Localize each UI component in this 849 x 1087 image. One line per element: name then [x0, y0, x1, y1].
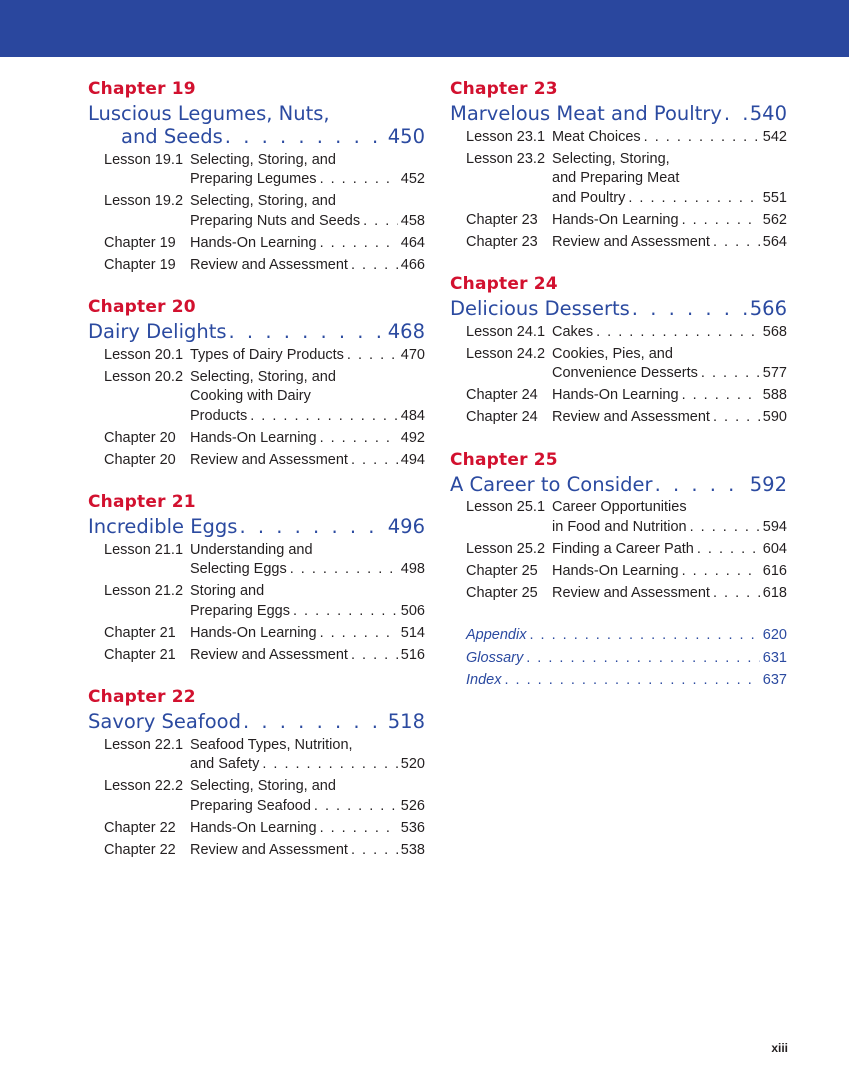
dot-leader — [713, 584, 760, 604]
back-matter-entry[interactable] — [466, 649, 787, 669]
dot-leader — [644, 128, 760, 148]
dot-leader — [262, 755, 397, 775]
entry-title: Types of Dairy Products — [190, 346, 344, 363]
entry-title: Storing and — [190, 583, 265, 599]
chapter-title[interactable] — [88, 710, 425, 733]
chapter-title-text: Dairy Delights — [88, 320, 227, 343]
entry-label: Lesson 21.1 — [104, 541, 184, 558]
dot-leader — [351, 256, 398, 276]
toc-entry[interactable] — [450, 150, 787, 209]
entry-label: Chapter 25 — [466, 562, 538, 579]
entry-label: Lesson 19.1 — [104, 151, 184, 168]
dot-leader — [290, 560, 398, 580]
toc-entry[interactable] — [88, 192, 425, 231]
chapter-block — [450, 273, 787, 428]
chapter-block — [88, 686, 425, 860]
back-matter-title: Glossary — [466, 649, 524, 666]
entry-label: Chapter 21 — [104, 624, 176, 641]
entry-page: 590 — [762, 409, 787, 425]
entry-page: 514 — [400, 624, 425, 641]
dot-leader — [243, 710, 386, 733]
entry-title: Cookies, Pies, and — [552, 345, 673, 362]
entry-page: 618 — [762, 584, 787, 601]
entry-label: Chapter 19 — [104, 256, 176, 273]
dot-leader — [320, 170, 398, 190]
entry-title: Finding a Career Path — [552, 540, 694, 557]
chapter-label: Chapter 20 — [88, 297, 196, 317]
entry-label: Lesson 25.2 — [466, 540, 546, 557]
entry-label: Lesson 22.1 — [104, 736, 184, 753]
dot-leader — [701, 364, 760, 384]
chapter-title-text: Delicious Desserts — [450, 297, 630, 320]
entry-title: Hands-On Learning — [552, 387, 679, 403]
dot-leader — [320, 819, 398, 839]
entry-title: Review and Assessment — [190, 451, 348, 468]
entry-label: Chapter 20 — [104, 429, 176, 446]
toc-entry[interactable] — [88, 646, 425, 666]
entry-title: Review and Assessment — [552, 409, 710, 425]
entry-title: Selecting, Storing, and — [190, 778, 336, 794]
toc-entry[interactable] — [450, 584, 787, 604]
entry-page: 604 — [762, 540, 787, 557]
chapter-title-text: Luscious Legumes, Nuts, — [88, 102, 330, 125]
chapter-title[interactable] — [88, 515, 425, 538]
dot-leader — [713, 408, 760, 428]
toc-entry[interactable] — [88, 451, 425, 471]
back-matter-entry[interactable] — [466, 626, 787, 646]
dot-leader — [682, 211, 760, 231]
chapter-page: 518 — [387, 710, 425, 733]
chapter-page: 496 — [387, 515, 425, 538]
entry-title: Review and Assessment — [190, 256, 348, 273]
entry-page: 484 — [400, 407, 425, 424]
dot-leader — [320, 234, 398, 254]
entry-title: Selecting, Storing, — [552, 150, 670, 167]
chapter-block — [88, 78, 425, 275]
chapter-label: Chapter 19 — [88, 79, 196, 99]
entry-title: Hands-On Learning — [552, 211, 679, 228]
entry-title: Convenience Desserts — [552, 365, 698, 381]
dot-leader — [314, 797, 398, 817]
entry-title: Seafood Types, Nutrition, — [190, 736, 353, 753]
toc-entry[interactable] — [88, 541, 425, 580]
dot-leader — [351, 841, 398, 861]
dot-leader — [596, 323, 760, 343]
entry-label: Lesson 25.1 — [466, 499, 546, 515]
chapter-label: Chapter 23 — [450, 79, 558, 99]
entry-page: 492 — [400, 429, 425, 446]
entry-page: 542 — [762, 128, 787, 145]
entry-page: 494 — [400, 451, 425, 468]
back-matter-entry[interactable] — [466, 671, 787, 691]
entry-title: Understanding and — [190, 541, 313, 558]
toc-entry[interactable] — [88, 429, 425, 449]
entry-label: Chapter 20 — [104, 451, 176, 468]
dot-leader — [351, 646, 398, 666]
toc-entry[interactable] — [88, 841, 425, 861]
entry-label: Lesson 24.1 — [466, 323, 546, 340]
entry-page: 577 — [762, 365, 787, 381]
entry-page: 551 — [762, 189, 787, 206]
entry-label: Lesson 19.2 — [104, 193, 184, 209]
toc-entry[interactable] — [88, 151, 425, 190]
chapter-title-text: Savory Seafood — [88, 710, 241, 733]
chapter-title[interactable] — [88, 320, 425, 343]
entry-title: Hands-On Learning — [190, 234, 317, 251]
entry-label: Chapter 24 — [466, 409, 538, 425]
entry-page: 538 — [400, 841, 425, 858]
entry-title: Meat Choices — [552, 128, 641, 145]
entry-page: 464 — [400, 234, 425, 251]
back-matter — [450, 626, 787, 691]
dot-leader — [363, 212, 398, 232]
toc-entry[interactable] — [88, 819, 425, 839]
entry-title: Preparing Legumes — [190, 171, 317, 187]
entry-label: Chapter 24 — [466, 387, 538, 403]
dot-leader — [724, 102, 748, 125]
chapter-title[interactable] — [450, 297, 787, 320]
chapter-label: Chapter 24 — [450, 274, 558, 294]
dot-leader — [690, 518, 760, 538]
chapter-title-text: A Career to Consider — [450, 472, 653, 496]
toc-entry[interactable] — [450, 562, 787, 582]
dot-leader — [682, 386, 760, 406]
entry-page: 588 — [762, 387, 787, 403]
entry-label: Lesson 20.1 — [104, 346, 184, 363]
entry-title: Career Opportunities — [552, 499, 687, 515]
entry-title: Preparing Seafood — [190, 797, 311, 814]
entry-label: Chapter 22 — [104, 841, 176, 858]
toc-entry[interactable] — [88, 736, 425, 775]
chapter-label: Chapter 22 — [88, 687, 196, 707]
dot-leader — [347, 346, 398, 366]
chapter-page: 566 — [749, 297, 787, 320]
back-matter-page: 620 — [762, 627, 787, 643]
chapter-title-text: Marvelous Meat and Poultry — [450, 102, 722, 125]
dot-leader — [504, 671, 759, 691]
chapter-block — [88, 491, 425, 665]
toc-entry[interactable] — [450, 233, 787, 253]
toc-entry[interactable] — [450, 323, 787, 343]
toc-entry[interactable] — [88, 582, 425, 621]
dot-leader — [697, 540, 760, 560]
entry-label: Lesson 23.1 — [466, 128, 546, 145]
toc-entry[interactable] — [88, 346, 425, 366]
dot-leader — [682, 562, 760, 582]
entry-label: Chapter 21 — [104, 646, 176, 663]
dot-leader — [225, 125, 386, 148]
entry-label: Chapter 25 — [466, 584, 538, 601]
entry-title: Preparing Nuts and Seeds — [190, 212, 361, 229]
entry-page: 466 — [400, 256, 425, 273]
toc-column-left — [88, 78, 425, 881]
chapter-block — [88, 296, 425, 470]
chapter-title[interactable] — [450, 102, 787, 125]
dot-leader — [628, 189, 759, 209]
entry-title: and Safety — [190, 756, 260, 772]
chapter-page: 450 — [387, 125, 425, 148]
entry-title: and Poultry — [552, 189, 626, 206]
entry-page: 564 — [762, 233, 787, 250]
entry-title: Hands-On Learning — [190, 624, 317, 641]
header-banner — [0, 0, 849, 57]
toc-entry[interactable] — [88, 624, 425, 644]
dot-leader — [351, 451, 398, 471]
entry-page: 526 — [400, 797, 425, 814]
entry-label: Chapter 19 — [104, 234, 176, 251]
chapter-label: Chapter 25 — [450, 449, 558, 470]
entry-title: Review and Assessment — [552, 233, 710, 250]
entry-title: Hands-On Learning — [190, 429, 317, 446]
toc-entry[interactable] — [88, 368, 425, 427]
entry-page: 594 — [762, 518, 787, 535]
entry-label: Lesson 23.2 — [466, 150, 546, 167]
toc-entry[interactable] — [450, 345, 787, 384]
entry-label: Chapter 23 — [466, 211, 538, 228]
entry-title: Review and Assessment — [190, 646, 348, 663]
chapter-title[interactable] — [88, 102, 425, 148]
chapter-block — [450, 78, 787, 252]
dot-leader — [250, 407, 398, 427]
entry-page: 616 — [762, 562, 787, 579]
dot-leader — [239, 515, 385, 538]
toc-entry[interactable] — [450, 128, 787, 148]
entry-label: Chapter 23 — [466, 233, 538, 250]
toc-entry[interactable] — [450, 408, 787, 428]
chapter-label: Chapter 21 — [88, 492, 196, 512]
toc-column-right — [450, 78, 787, 691]
back-matter-page: 637 — [762, 672, 787, 688]
chapter-block — [450, 449, 787, 604]
entry-title: Hands-On Learning — [552, 562, 679, 579]
entry-title: Selecting, Storing, and — [190, 193, 336, 209]
back-matter-page: 631 — [762, 649, 787, 666]
dot-leader — [713, 233, 760, 253]
entry-label: Lesson 24.2 — [466, 345, 546, 362]
entry-page: 470 — [400, 346, 425, 363]
entry-label: Chapter 22 — [104, 819, 176, 836]
entry-label: Lesson 21.2 — [104, 583, 184, 599]
entry-title: Review and Assessment — [552, 584, 710, 601]
toc-entry[interactable] — [88, 234, 425, 254]
page-number: xiii — [771, 1041, 788, 1055]
chapter-title-text: and Seeds — [121, 125, 223, 148]
entry-page: 520 — [400, 756, 425, 772]
dot-leader — [229, 320, 386, 343]
entry-page: 458 — [400, 212, 425, 229]
toc-entry[interactable] — [88, 777, 425, 816]
toc-entry[interactable] — [450, 386, 787, 406]
entry-page: 506 — [400, 602, 425, 619]
entry-title: Cooking with Dairy — [190, 388, 311, 404]
back-matter-title: Appendix — [466, 627, 527, 643]
entry-title: Hands-On Learning — [190, 819, 317, 836]
dot-leader — [526, 649, 760, 669]
entry-page: 498 — [400, 561, 425, 577]
entry-title: Selecting Eggs — [190, 561, 287, 577]
entry-page: 562 — [762, 211, 787, 228]
back-matter-title: Index — [466, 672, 502, 688]
entry-page: 536 — [400, 819, 425, 836]
entry-page: 568 — [762, 323, 787, 340]
entry-page: 516 — [400, 646, 425, 663]
entry-title: in Food and Nutrition — [552, 518, 687, 535]
dot-leader — [320, 624, 398, 644]
entry-title: Cakes — [552, 323, 594, 340]
toc-entry[interactable] — [450, 540, 787, 560]
entry-page: 452 — [400, 171, 425, 187]
dot-leader — [293, 602, 398, 622]
chapter-page: 592 — [749, 472, 787, 496]
entry-label: Lesson 20.2 — [104, 368, 184, 385]
entry-title: Selecting, Storing, and — [190, 151, 336, 168]
chapter-page: 540 — [749, 102, 787, 125]
toc-entry[interactable] — [450, 498, 787, 537]
dot-leader — [655, 473, 748, 496]
entry-title: Products — [190, 407, 248, 424]
dot-leader — [529, 626, 759, 646]
toc-entry[interactable] — [450, 211, 787, 231]
entry-label: Lesson 22.2 — [104, 778, 184, 794]
entry-title: and Preparing Meat — [552, 170, 680, 186]
entry-title: Selecting, Storing, and — [190, 368, 336, 385]
dot-leader — [320, 429, 398, 449]
dot-leader — [632, 297, 748, 320]
entry-title: Review and Assessment — [190, 841, 348, 858]
chapter-page: 468 — [387, 320, 425, 343]
entry-title: Preparing Eggs — [190, 602, 290, 619]
chapter-title[interactable] — [450, 473, 787, 496]
toc-entry[interactable] — [88, 256, 425, 276]
chapter-title-text: Incredible Eggs — [88, 515, 238, 538]
